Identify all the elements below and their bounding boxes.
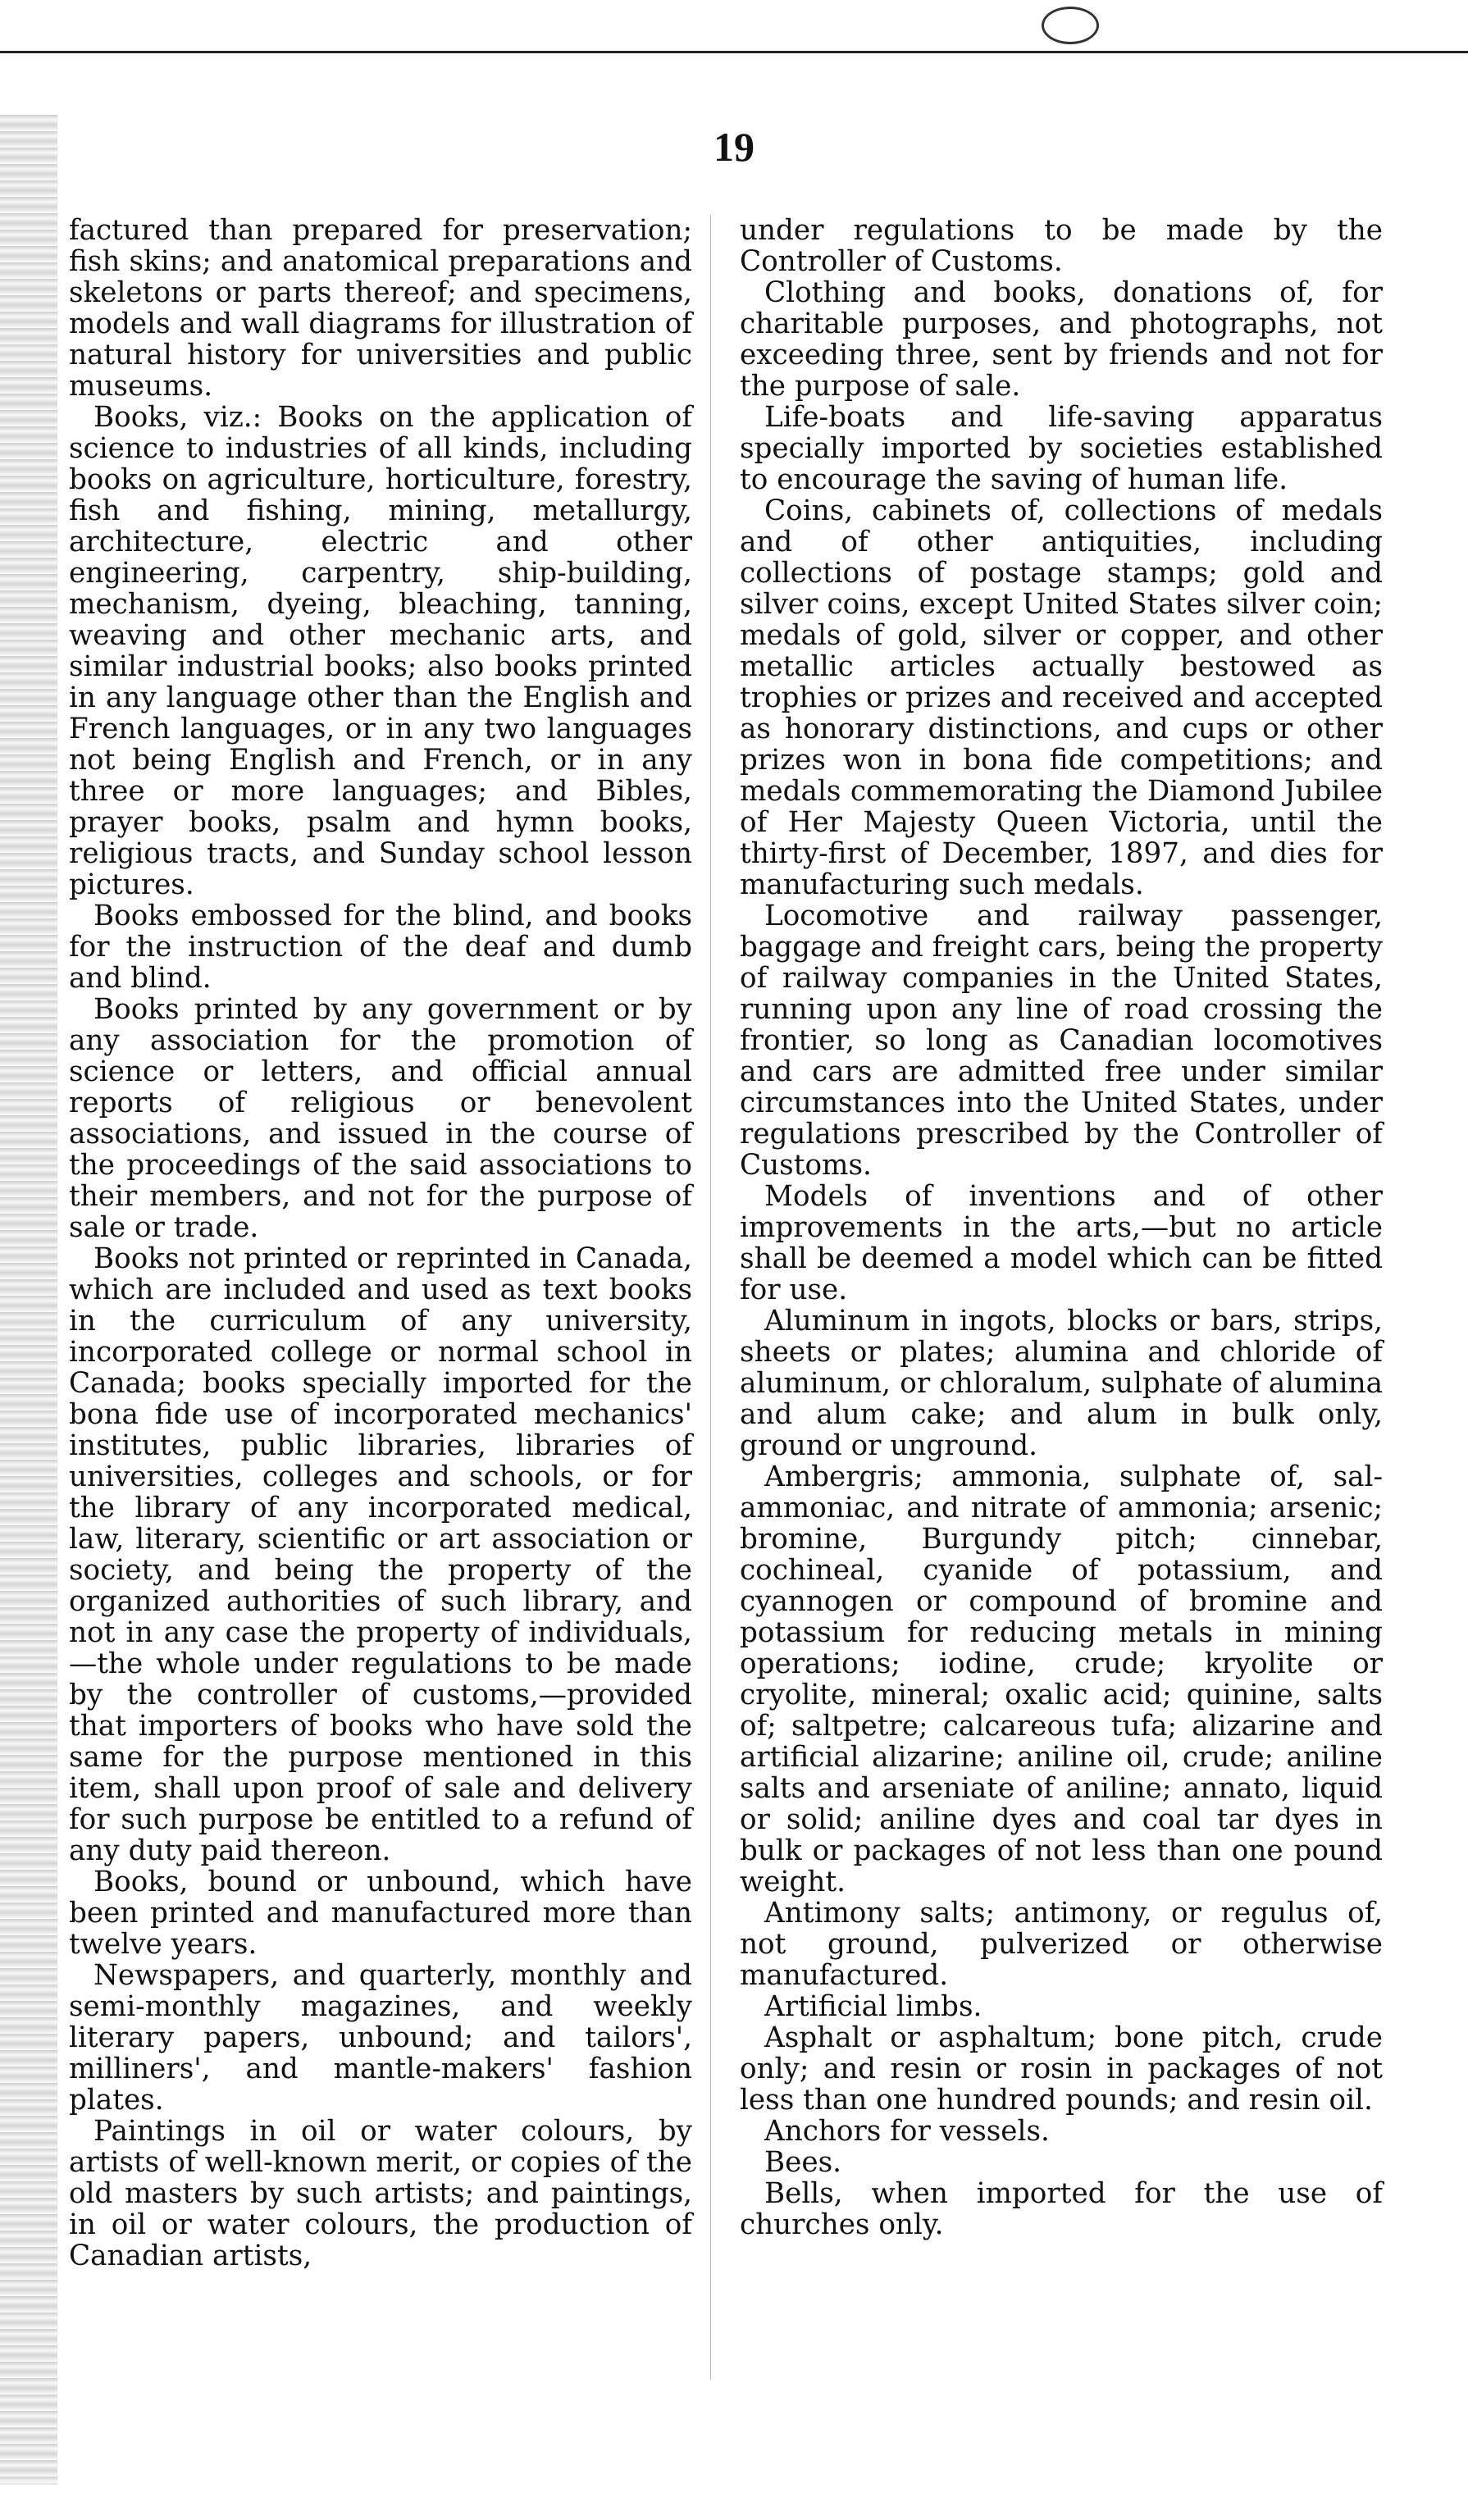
paragraph: Models of inventions and of other improvements in the arts,—but no article shall be deemed a model which can be fitted for use. (740, 1180, 1383, 1306)
column-divider (710, 215, 711, 2380)
right-column (740, 215, 1383, 2240)
paragraph: Aluminum in ingots, blocks or bars, strips, sheets or plates; alumina and chloride of aluminum, or chloralum, sulphate of alumina and alum cake; and alum in bulk only, ground or unground. (740, 1305, 1383, 1462)
left-column (69, 215, 692, 2272)
printer-ornament (1042, 7, 1099, 44)
paragraph: Asphalt or asphaltum; bone pitch, crude only; and resin or rosin in packages of not less than one hundred pounds; and resin oil. (740, 2021, 1383, 2117)
paragraph: Books not printed or reprinted in Canada, which are included and used as text books in the curriculum of any university, incorporated college or normal school in Canada; books specially imported for the bona fide use of incorporated mechanics' institutes, public libraries, libraries of universities, colleges and schools, or for the library of any incorporated medical, law, literary, scientific or art association or society, and being the property of the organized authorities of such library, and not in any case the property of individuals,—the whole under regulations to be made by the controller of customs,—provided that importers of books who have sold the same for the purpose mentioned in this item, shall upon proof of sale and delivery for such purpose be entitled to a refund of any duty paid thereon. (69, 1242, 692, 1867)
paragraph: Locomotive and railway passenger, baggage and freight cars, being the property of railway companies in the United States, running upon any line of road crossing the frontier, so long as Canadian locomotives and cars are admitted free under similar circumstances into the United States, under regulations prescribed by the Controller of Customs. (740, 900, 1383, 1182)
page-number: 19 (713, 124, 755, 170)
paragraph: under regulations to be made by the Controller of Customs. (740, 214, 1383, 278)
paragraph: Anchors for vessels. (764, 2115, 1050, 2148)
paragraph: Bells, when imported for the use of churches only. (740, 2177, 1383, 2241)
paragraph: Books, viz.: Books on the application of science to industries of all kinds, including books on agriculture, horticulture, forestry, fish and fishing, mining, metallurgy, architecture, electric and other engineering, carpentry, ship-building, mechanism, dyeing, bleaching, tanning, weaving and other mechanic arts, and similar industrial books; also books printed in any language other than the English and French languages, or in any two languages not being English and French, or in any three or more languages; and Bibles, prayer books, psalm and hymn books, religious tracts, and Sunday school lesson pictures. (69, 401, 692, 901)
paragraph: Books, bound or unbound, which have been printed and manufactured more than twelve years. (69, 1866, 692, 1961)
paragraph: Antimony salts; antimony, or regulus of, not ground, pulverized or otherwise manufactured. (740, 1897, 1383, 1992)
paragraph: Bees. (764, 2146, 841, 2179)
paragraph: Books printed by any government or by any association for the promotion of science or letters, and official annual reports of religious or benevolent associations, and issued in the course of the proceedings of the said associations to their members, and not for the purpose of sale or trade. (69, 993, 692, 1244)
paragraph: factured than prepared for preservation; fish skins; and anatomical preparations and skeletons or parts thereof; and specimens, models and wall diagrams for illustration of natural history for universities and public museums. (69, 214, 692, 403)
paragraph: Paintings in oil or water colours, by artists of well-known merit, or copies of the old masters by such artists; and paintings, in oil or water colours, the production of Canadian artists, (69, 2115, 692, 2272)
paragraph: Clothing and books, donations of, for charitable purposes, and photographs, not exceeding three, sent by friends and not for the purpose of sale. (740, 276, 1383, 403)
paragraph: Artificial limbs. (764, 1990, 982, 2023)
paragraph: Ambergris; ammonia, sulphate of, sal-ammoniac, and nitrate of ammonia; arsenic; bromine, Burgundy pitch; cinnebar, cochineal, cyanide of potassium, and cyannogen or compound of bromine and potassium for reducing metals in mining operations; iodine, crude; kryolite or cryolite, mineral; oxalic acid; quinine, salts of; saltpetre; calcareous tufa; alizarine and artificial alizarine; aniline oil, crude; aniline salts and arseniate of aniline; annato, liquid or solid; aniline dyes and coal tar dyes in bulk or packages of not less than one pound weight. (740, 1461, 1383, 1898)
paragraph: Newspapers, and quarterly, monthly and semi-monthly magazines, and weekly literary papers, unbound; and tailors', milliners', and mantle-makers' fashion plates. (69, 1959, 692, 2117)
binding-edge-shadow (0, 115, 57, 2485)
paragraph: Books embossed for the blind, and books for the instruction of the deaf and dumb and blind. (69, 900, 692, 995)
paragraph: Life-boats and life-saving apparatus specially imported by societies established to encourage the saving of human life. (740, 401, 1383, 496)
top-border-rule (0, 51, 1468, 53)
paragraph: Coins, cabinets of, collections of medals and of other antiquities, including collections of postage stamps; gold and silver coins, except United States silver coin; medals of gold, silver or copper, and other metallic articles actually bestowed as trophies or prizes and received and accepted as honorary distinctions, and cups or other prizes won in bona fide competitions; and medals commemorating the Diamond Jubilee of Her Majesty Queen Victoria, until the thirty-first of December, 1897, and dies for manufacturing such medals. (740, 494, 1383, 901)
